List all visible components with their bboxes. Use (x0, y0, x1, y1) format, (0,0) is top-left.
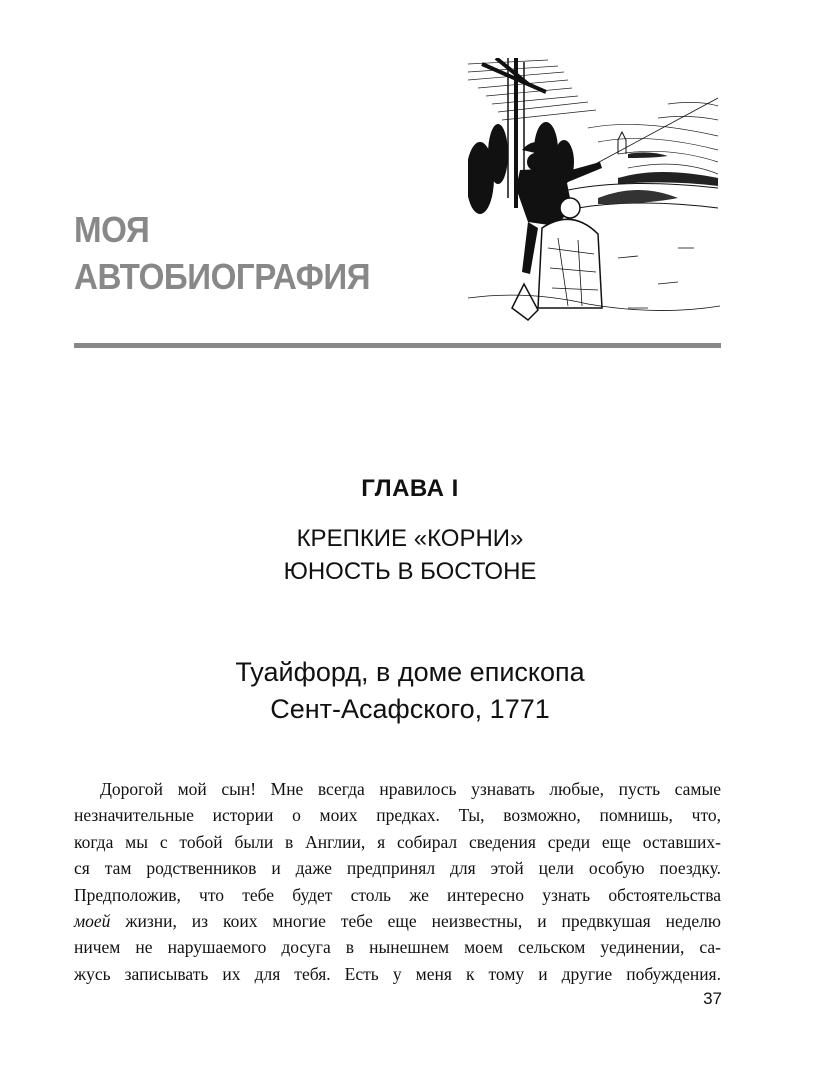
chapter-title (0, 522, 820, 588)
body-line: ся там родственников и даже предпринял для этой цели особую поездку. (74, 858, 721, 879)
body-paragraph (74, 776, 721, 987)
body-line: когда мы с тобой были в Англии, я собирал сведения среди еще оставших- (74, 831, 721, 852)
page-title (74, 206, 433, 300)
page-title-line-2: АВТОБИОГРАФИЯ (74, 256, 371, 297)
body-line: Дорогой мой сын! Мне всегда нравилось узнавать любые, пусть самые (100, 779, 721, 799)
body-line: жусь записывать их для тебя. Есть у меня к тому и другие побуждения. (74, 963, 721, 984)
page-number: 37 (703, 989, 722, 1008)
letter-heading (0, 654, 820, 728)
body-line (74, 908, 721, 934)
body-line: незначительные истории о моих предках. Ты, возможно, помнишь, что, (74, 805, 721, 826)
kite-engraving-illustration (468, 58, 720, 322)
chapter-label: ГЛАВА I (361, 475, 459, 502)
page-title-line-1: МОЯ (74, 209, 150, 250)
emphasized-word: моей (74, 911, 111, 932)
chapter-title-line-2: ЮНОСТЬ В БОСТОНЕ (283, 558, 537, 585)
letter-heading-line-2: Сент-Асафского, 1771 (270, 694, 550, 724)
body-line-rest: жизни, из коих многие тебе еще неизвестны, и предвкушая неделю (110, 911, 721, 932)
body-line: ничем не нарушаемого досуга в нынешнем моем сельском уединении, са- (74, 937, 721, 958)
letter-heading-line-1: Туайфорд, в доме епископа (235, 657, 585, 687)
header-divider-rule (74, 343, 721, 348)
chapter-title-line-1: КРЕПКИЕ «КОРНИ» (296, 525, 524, 552)
body-line: Предположив, что тебе будет столь же интересно узнать обстоятельства (74, 884, 721, 905)
